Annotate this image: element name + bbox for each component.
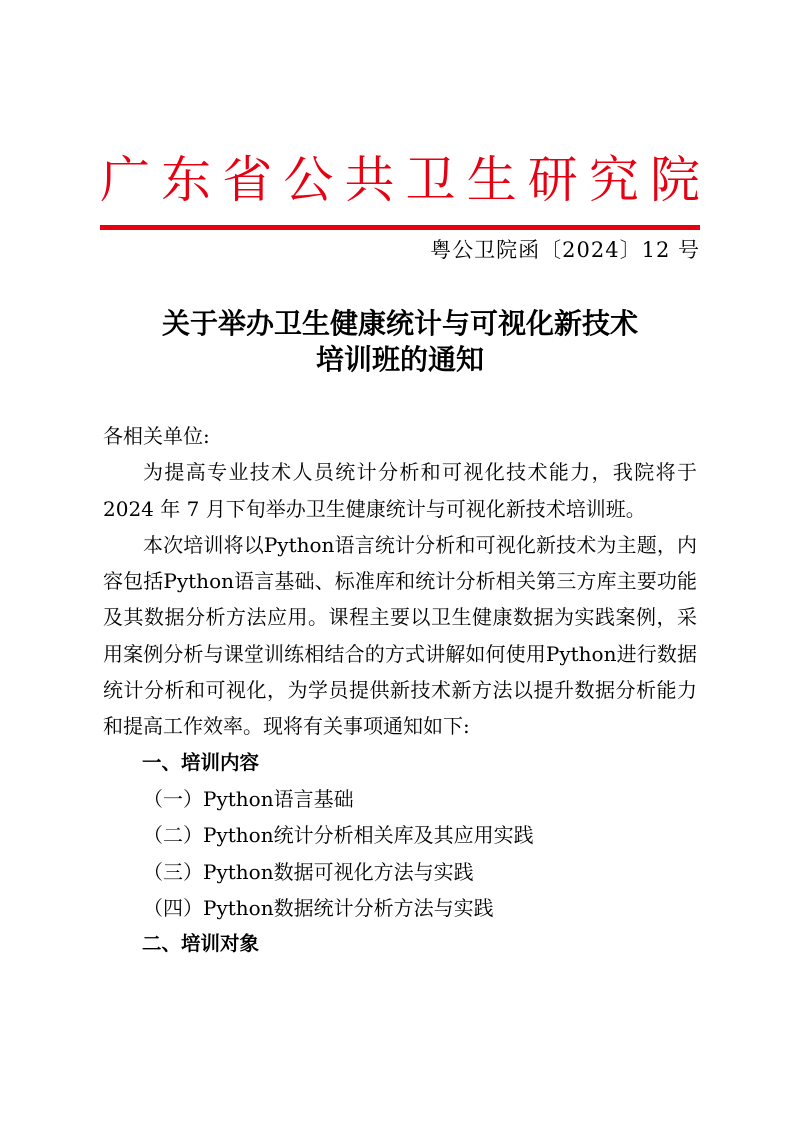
org-char: 共 <box>344 151 395 209</box>
section-heading: 二、培训对象 <box>142 932 260 956</box>
org-char: 研 <box>527 151 578 209</box>
org-char: 省 <box>222 151 273 209</box>
paragraph: 本次培训将以Python语言统计分析和可视化新技术为主题，内容包括Python语言基础、标准库和统计分析相关第三方库主要功能及其数据分析方法应用。课程主要以卫生健康数据为实践案例，采用案例分析与课堂训练相结合的方式讲解如何使用Python进行数据统计分析和可视化，为学员提供新技术新方法以提升数据分析能力和提高工作效率。现将有关事项通知如下: <box>103 532 697 739</box>
document-body <box>103 418 697 962</box>
org-char: 卫 <box>405 151 456 209</box>
organization-name <box>100 148 700 212</box>
org-char: 公 <box>283 151 334 209</box>
list-item: （四）Python数据统计分析方法与实践 <box>143 895 494 920</box>
title-line-1: 关于举办卫生健康统计与可视化新技术 <box>161 307 638 340</box>
org-char: 东 <box>161 151 212 209</box>
org-char: 广 <box>100 151 150 209</box>
section-heading: 一、培训内容 <box>142 750 260 774</box>
list-item: （二）Python统计分析相关库及其应用实践 <box>143 823 534 848</box>
org-char: 院 <box>649 151 700 209</box>
list-item: （三）Python数据可视化方法与实践 <box>143 859 474 884</box>
paragraph: 为提高专业技术人员统计分析和可视化技术能力，我院将于2024 年 7 月下旬举办卫生健康统计与可视化新技术培训班。 <box>103 460 697 521</box>
list-item: （一）Python语言基础 <box>143 786 354 811</box>
header-red-rule <box>100 225 700 230</box>
document-title <box>100 306 700 378</box>
salutation: 各相关单位: <box>103 424 210 448</box>
org-char: 生 <box>466 151 517 209</box>
document-number: 粤公卫院函〔2024〕12 号 <box>430 238 700 262</box>
org-char: 究 <box>588 151 639 209</box>
title-line-2: 培训班的通知 <box>315 343 484 376</box>
